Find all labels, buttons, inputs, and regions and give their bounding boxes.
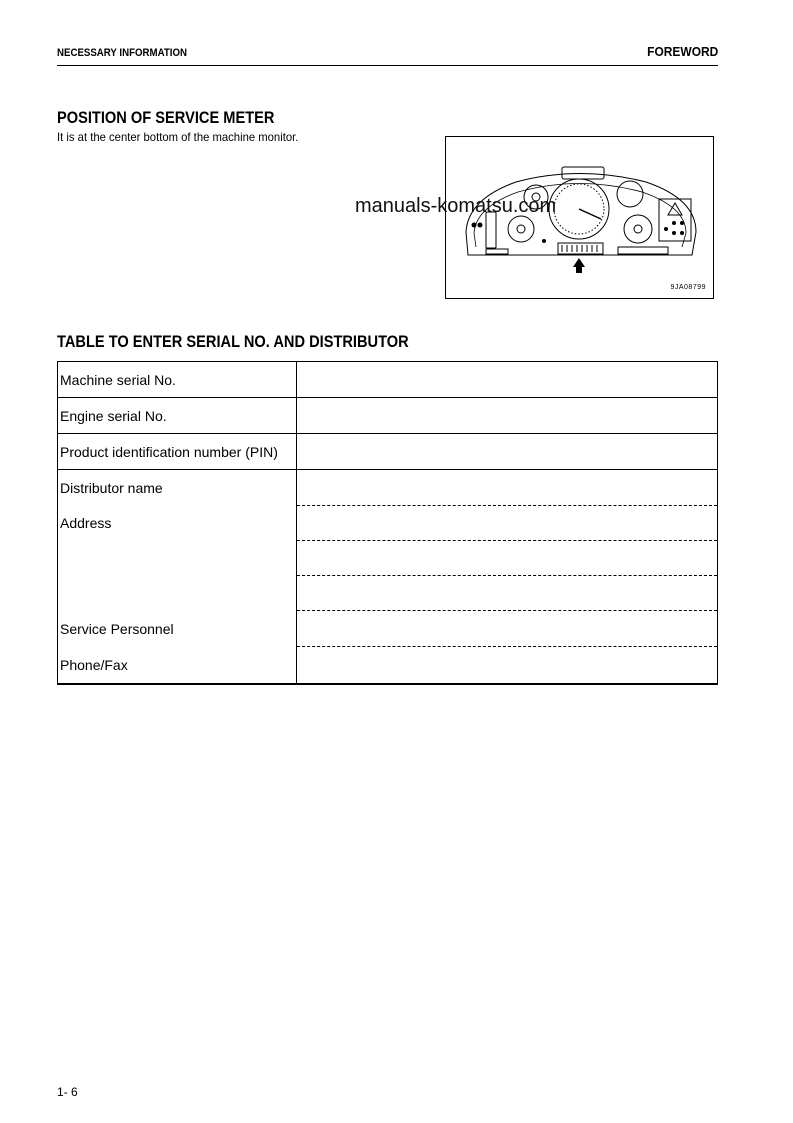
coolant-gauge — [508, 216, 534, 242]
page-number: 1- 6 — [57, 1085, 78, 1099]
table-row — [58, 647, 718, 684]
service-meter-display — [558, 243, 603, 254]
entry-field[interactable] — [297, 398, 718, 434]
arrow-up-icon — [573, 258, 585, 273]
service-meter-description: It is at the center bottom of the machine monitor. — [57, 130, 299, 144]
section-title: NECESSARY INFORMATION — [57, 47, 187, 59]
table-row — [58, 576, 718, 611]
entry-field[interactable] — [297, 362, 718, 398]
figure-code: 9JA08799 — [670, 284, 706, 291]
fuel-gauge — [624, 215, 652, 243]
service-meter-heading: POSITION OF SERVICE METER — [57, 108, 275, 127]
blank-gauge — [617, 181, 643, 207]
watermark: manuals-komatsu.com — [355, 195, 557, 217]
row-label — [58, 541, 297, 576]
table-row — [58, 362, 718, 398]
row-label: Distributor name — [58, 470, 297, 506]
entry-field[interactable] — [297, 576, 718, 611]
row-label: Engine serial No. — [58, 398, 297, 434]
row-label: Product identification number (PIN) — [58, 434, 297, 470]
entry-field[interactable] — [297, 611, 718, 647]
warning-triangle-icon — [668, 203, 682, 215]
entry-field[interactable] — [297, 506, 718, 541]
table-row — [58, 541, 718, 576]
table-row — [58, 470, 718, 506]
entry-field[interactable] — [297, 647, 718, 684]
entry-field[interactable] — [297, 470, 718, 506]
row-label: Address — [58, 506, 297, 541]
serial-table-heading: TABLE TO ENTER SERIAL NO. AND DISTRIBUTOR — [57, 332, 409, 351]
top-indicator-panel — [562, 167, 604, 179]
row-label: Machine serial No. — [58, 362, 297, 398]
row-label — [58, 576, 297, 611]
chapter-title: FOREWORD — [646, 44, 718, 59]
entry-field[interactable] — [297, 541, 718, 576]
table-row — [58, 398, 718, 434]
serial-distributor-table — [57, 361, 718, 685]
table-row — [58, 506, 718, 541]
header-rule — [57, 65, 718, 66]
table-row — [58, 434, 718, 470]
entry-field[interactable] — [297, 434, 718, 470]
table-row — [58, 611, 718, 647]
row-label: Service Personnel — [58, 611, 297, 647]
row-label: Phone/Fax — [58, 647, 297, 684]
